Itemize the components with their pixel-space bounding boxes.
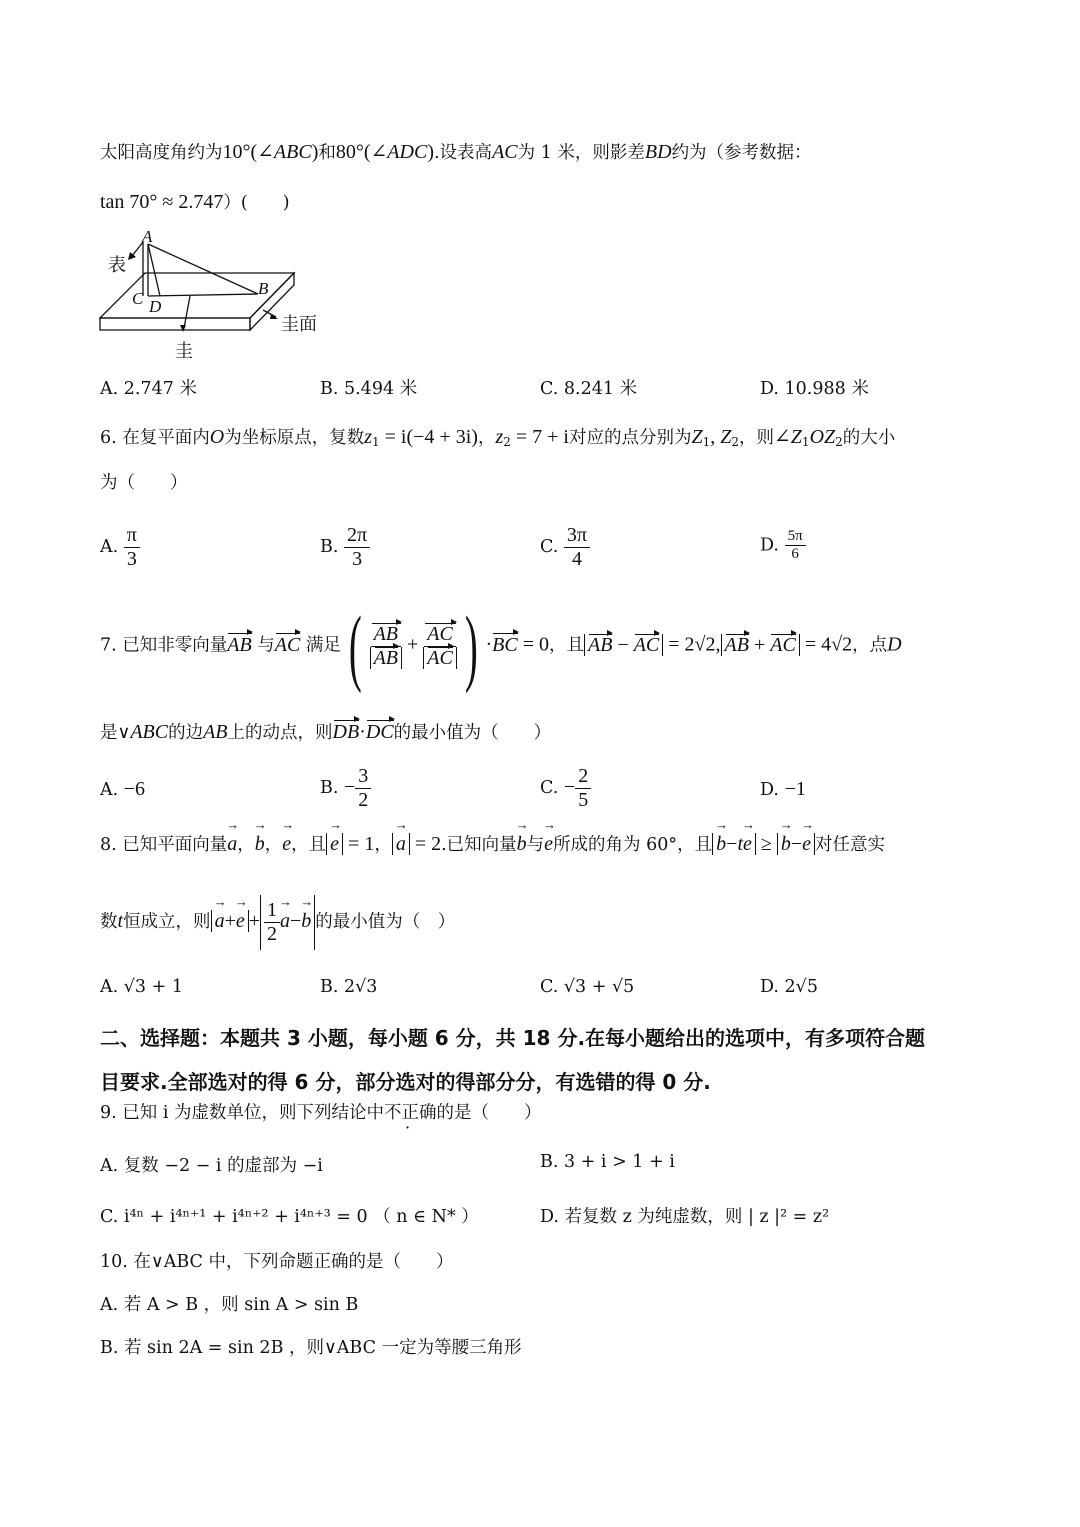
q8-option-c[interactable]: C. √3 + √5 — [540, 977, 635, 997]
gnomon-figure — [98, 226, 338, 366]
q7-option-a[interactable]: A. −6 — [100, 778, 146, 800]
q10-stem: 10. 在∨ABC 中，下列命题正确的是（ ） — [100, 1252, 454, 1272]
q9-option-b[interactable]: B. 3 + i > 1 + i — [540, 1152, 675, 1172]
q7-option-d[interactable]: D. −1 — [760, 778, 806, 800]
q8-option-d[interactable]: D. 2√5 — [760, 977, 818, 997]
q5-option-b[interactable]: B. 5.494 米 — [320, 379, 418, 399]
q9-option-c[interactable]: C. i⁴ⁿ + i⁴ⁿ⁺¹ + i⁴ⁿ⁺² + i⁴ⁿ⁺³ = 0 （ n ∈ N* ） — [100, 1207, 479, 1227]
q5-option-c[interactable]: C. 8.241 米 — [540, 379, 638, 399]
q5-option-d[interactable]: D. 10.988 米 — [760, 379, 869, 399]
q8-option-a[interactable]: A. √3 + 1 — [100, 977, 183, 997]
q6-option-c[interactable]: C. $\frac{3\pi}{4}$ — [540, 524, 590, 571]
q9-option-d[interactable]: D. 若复数 z 为纯虚数，则 | z |² = z² — [540, 1207, 830, 1227]
q7-line2: 是∨ABC的边AB上的动点，则DB·DC的最小值为（ ） — [100, 721, 552, 743]
q5-line1: 太阳高度角约为10°(∠ABC)和80°(∠ADC).设表高AC为 1 米，则影差BD约为（参考数据： — [100, 141, 812, 163]
q6-option-b[interactable]: B. $\frac{2\pi}{3}$ — [320, 524, 370, 571]
fig-label-d: D — [149, 297, 162, 316]
q8-option-b[interactable]: B. 2√3 — [320, 977, 378, 997]
q6-option-d[interactable]: D. $\frac{5\pi}{6}$ — [760, 528, 806, 564]
fig-label-biao: 表 — [108, 255, 126, 276]
fig-label-c: C — [132, 289, 144, 308]
q5-option-a[interactable]: A. 2.747 米 — [100, 379, 197, 399]
q6-line2: 为（ ） — [100, 473, 188, 493]
q7-option-b[interactable]: B. − $\frac{3}{2}$ — [320, 765, 371, 812]
q6-line1: 6. 在复平面内O为坐标原点，复数$z_1 = i(-4 + 3i)$，$z_2 = 7 + i$对应的点分别为$Z_1$, $Z_2$，则$\angle Z_1OZ_2$的大小 — [100, 426, 896, 449]
q7-line1: 7. 已知非零向量AB 与AC 满足( $\frac{AB}{AB}$ + $\frac{AC}{AC}$ ) ·BC = 0，且 AB − AC = 2√2, AB + AC = 4√2，点D — [100, 598, 902, 694]
section2-heading-line2: 目要求.全部选对的得 6 分，部分选对的得部分分，有选错的得 0 分. — [100, 1070, 711, 1094]
fig-label-b: B — [258, 279, 269, 298]
q6-option-a[interactable]: A. $\frac{\pi}{3}$ — [100, 524, 140, 571]
q7-option-c[interactable]: C. − $\frac{2}{5}$ — [540, 765, 591, 812]
fig-label-a: A — [142, 227, 153, 246]
fig-label-gui: 圭 — [175, 341, 193, 362]
q10-option-b[interactable]: B. 若 sin 2A = sin 2B ，则∨ABC 一定为等腰三角形 — [100, 1338, 522, 1358]
q9-stem: 9. 已知 i 为虚数单位，则下列结论中不正确的是（ ） — [100, 1103, 542, 1123]
fig-label-guimian: 圭面 — [281, 314, 317, 335]
q9-option-a[interactable]: A. 复数 −2 − i 的虚部为 −i — [100, 1156, 323, 1176]
section2-heading-line1: 二、选择题：本题共 3 小题，每小题 6 分，共 18 分.在每小题给出的选项中，有多项符合题 — [100, 1026, 926, 1050]
q8-line2: 数t恒成立，则→ a+→ e + $\frac{1}{2}$ → a−→ b 的最小值为（ ） — [100, 895, 455, 950]
q8-line1: 8. 已知平面向量→ a，→ b，→ e，且→ e = 1，→ a = 2.已知向量→ b与→ e所成的角为 60°，且→ b−t→ e ≥ → b−→ e 对任意实 — [100, 832, 885, 856]
q5-line2: tan 70° ≈ 2.747）( ) — [100, 191, 290, 213]
q10-option-a[interactable]: A. 若 A > B ，则 sin A > sin B — [100, 1295, 359, 1315]
